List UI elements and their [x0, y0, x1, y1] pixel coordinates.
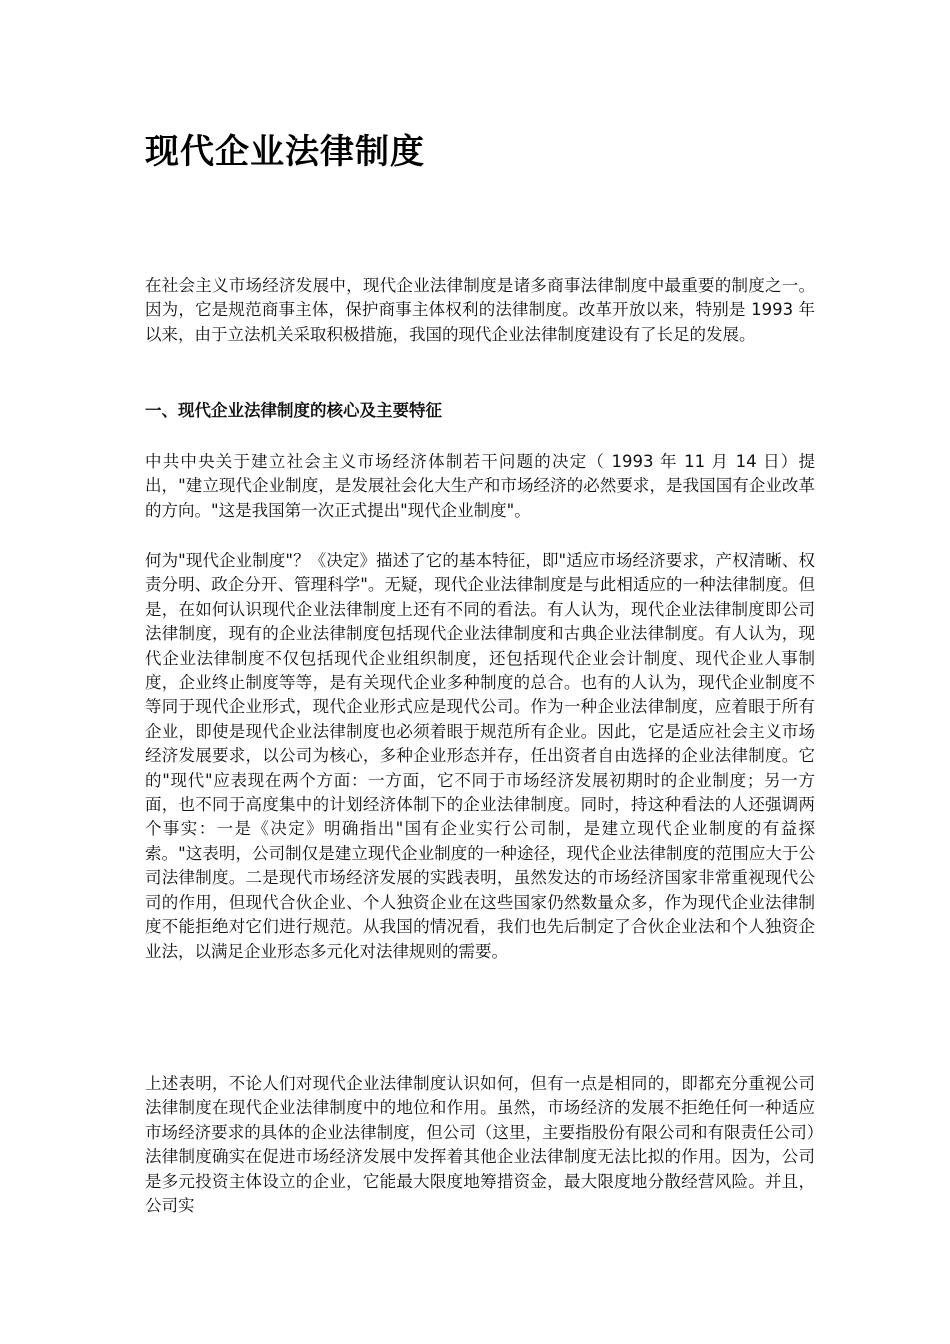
paragraph-decision: 中共中央关于建立社会主义市场经济体制若干问题的决定（ 1993 年 11 月 14 日）提出，"建立现代企业制度，是发展社会化大生产和市场经济的必然要求，是我国国有企业改革的方向。"这是我国第一次正式提出"现代企业制度"。 [145, 452, 815, 520]
paragraph-definition: 何为"现代企业制度"？《决定》描述了它的基本特征，即"适应市场经济要求，产权清晰、权责分明、政企分开、管理科学"。无疑，现代企业法律制度是与此相适应的一种法律制度。但是，在如何认识现代企业法律制度上还有不同的看法。有人认为，现代企业法律制度即公司法律制度，现有的企业法律制度包括现代企业法律制度和古典企业法律制度。有人认为，现代企业法律制度不仅包括现代企业组织制度，还包括现代企业会计制度、现代企业人事制度，企业终止制度等等，是有关现代企业多种制度的总合。也有的人认为，现代企业制度不等同于现代企业形式，现代企业形式应是现代公司。作为一种企业法律制度，应着眼于所有企业，即使是现代企业法律制度也必须着眼于规范所有企业。因此，它是适应社会主义市场经济发展要求，以公司为核心，多种企业形态并存，任出资者自由选择的企业法律制度。它的"现代"应表现在两个方面：一方面，它不同于市场经济发展初期时的企业制度；另一方面，也不同于高度集中的计划经济体制下的企业法律制度。同时，持这种看法的人还强调两个事实：一是《决定》明确指出"国有企业实行公司制，是建立现代企业制度的有益探索。"这表明，公司制仅是建立现代企业制度的一种途径，现代企业法律制度的范围应大于公司法律制度。二是现代市场经济发展的实践表明，虽然发达的市场经济国家非常重视现代公司的作用，但现代合伙企业、个人独资企业在这些国家仍然数量众多，作为现代企业法律制度不能拒绝对它们进行规范。从我国的情况看，我们也先后制定了合伙企业法和个人独资企业法，以满足企业形态多元化对法律规则的需要。 [145, 551, 815, 961]
document-title: 现代企业法律制度 [145, 132, 425, 172]
paragraph-intro: 在社会主义市场经济发展中，现代企业法律制度是诸多商事法律制度中最重要的制度之一。因为，它是规范商事主体，保护商事主体权利的法律制度。改革开放以来，特别是 1993 年以来，由于立法机关采取积极措施，我国的现代企业法律制度建设有了长足的发展。 [145, 276, 815, 344]
section-heading: 一、现代企业法律制度的核心及主要特征 [145, 401, 442, 420]
paragraph-conclusion: 上述表明，不论人们对现代企业法律制度认识如何，但有一点是相同的，即都充分重视公司法律制度在现代企业法律制度中的地位和作用。虽然，市场经济的发展不拒绝任何一种适应市场经济要求的具体的企业法律制度，但公司（这里，主要指股份有限公司和有限责任公司）法律制度确实在促进市场经济发展中发挥着其他企业法律制度无法比拟的作用。因为，公司是多元投资主体设立的企业，它能最大限度地筹措资金，最大限度地分散经营风险。并且，公司实 [145, 1074, 815, 1216]
